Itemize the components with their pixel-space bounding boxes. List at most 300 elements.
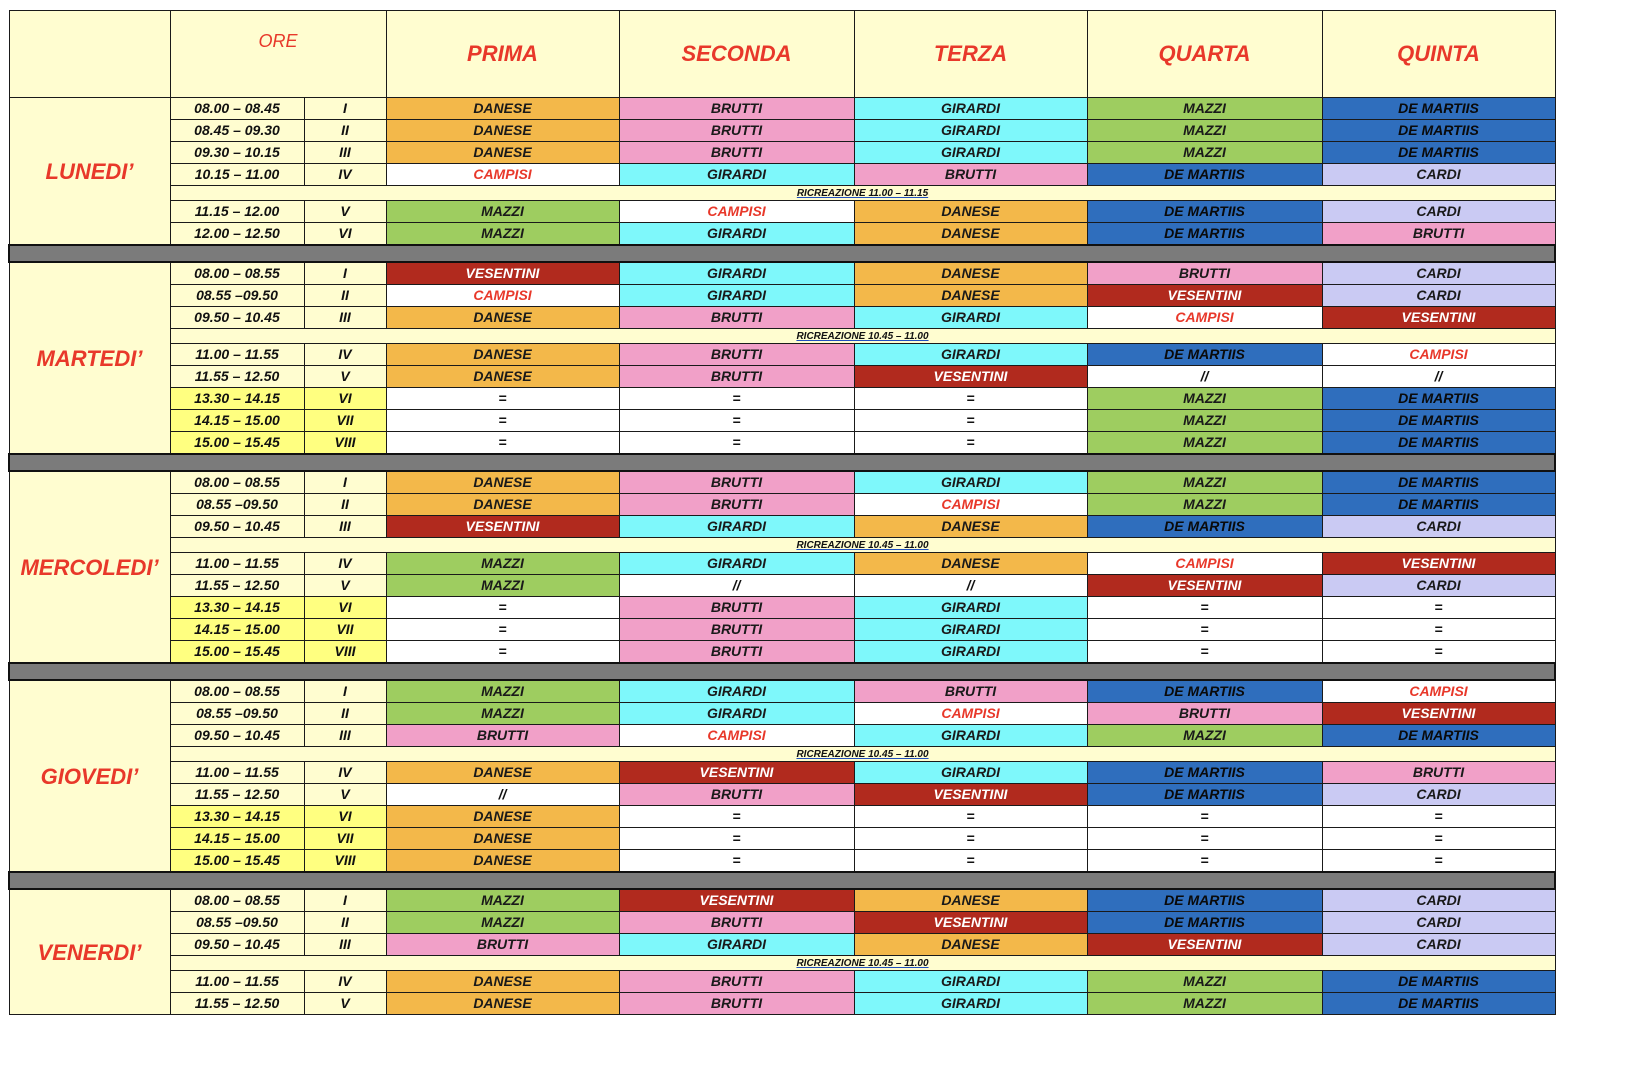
time-slot: 11.55 – 12.50: [170, 784, 304, 806]
period-number: II: [304, 285, 386, 307]
schedule-row: [9, 307, 1555, 329]
lesson-cell: =: [1322, 597, 1555, 619]
lesson-cell: DANESE: [854, 201, 1087, 223]
schedule-row: [9, 641, 1555, 664]
lesson-cell: GIRARDI: [619, 285, 854, 307]
lesson-cell: BRUTTI: [619, 993, 854, 1015]
time-slot: 11.55 – 12.50: [170, 575, 304, 597]
lesson-cell: =: [1322, 641, 1555, 664]
schedule-row: [9, 993, 1555, 1015]
lesson-cell: BRUTTI: [619, 471, 854, 494]
lesson-cell: DE MARTIIS: [1087, 516, 1322, 538]
schedule-row: [9, 575, 1555, 597]
lesson-cell: CARDI: [1322, 889, 1555, 912]
time-slot: 09.50 – 10.45: [170, 934, 304, 956]
lesson-cell: VESENTINI: [1087, 575, 1322, 597]
class-header-quinta: QUINTA: [1322, 11, 1555, 98]
day-label: MERCOLEDI’: [9, 471, 170, 663]
lesson-cell: MAZZI: [386, 201, 619, 223]
lesson-cell: GIRARDI: [854, 725, 1087, 747]
lesson-cell: =: [1322, 850, 1555, 873]
lesson-cell: DANESE: [386, 120, 619, 142]
time-slot: 13.30 – 14.15: [170, 806, 304, 828]
lesson-cell: BRUTTI: [854, 164, 1087, 186]
lesson-cell: GIRARDI: [619, 516, 854, 538]
schedule-row: [9, 516, 1555, 538]
lesson-cell: MAZZI: [1087, 120, 1322, 142]
lesson-cell: CARDI: [1322, 285, 1555, 307]
lesson-cell: BRUTTI: [619, 366, 854, 388]
lesson-cell: DANESE: [386, 993, 619, 1015]
period-number: VII: [304, 619, 386, 641]
lesson-cell: DANESE: [386, 494, 619, 516]
lesson-cell: DE MARTIIS: [1087, 223, 1322, 246]
time-slot: 08.45 – 09.30: [170, 120, 304, 142]
lesson-cell: CAMPISI: [1087, 307, 1322, 329]
lesson-cell: DE MARTIIS: [1322, 725, 1555, 747]
time-slot: 08.00 – 08.55: [170, 471, 304, 494]
recess-label: RICREAZIONE 10.45 – 11.00: [796, 539, 929, 551]
lesson-cell: BRUTTI: [386, 934, 619, 956]
lesson-cell: VESENTINI: [619, 889, 854, 912]
lesson-cell: GIRARDI: [854, 120, 1087, 142]
lesson-cell: CARDI: [1322, 575, 1555, 597]
time-slot: 11.00 – 11.55: [170, 971, 304, 993]
lesson-cell: CAMPISI: [386, 285, 619, 307]
time-slot: 08.00 – 08.55: [170, 889, 304, 912]
lesson-cell: =: [619, 410, 854, 432]
period-number: III: [304, 934, 386, 956]
lesson-cell: DANESE: [386, 806, 619, 828]
lesson-cell: DANESE: [854, 262, 1087, 285]
lesson-cell: =: [854, 828, 1087, 850]
lesson-cell: =: [1322, 828, 1555, 850]
lesson-cell: CAMPISI: [1322, 680, 1555, 703]
lesson-cell: GIRARDI: [854, 344, 1087, 366]
lesson-cell: =: [619, 850, 854, 873]
schedule-row: [9, 828, 1555, 850]
schedule-row: [9, 262, 1555, 285]
ore-header: ORE: [170, 11, 386, 98]
recess-row: [9, 956, 1555, 971]
time-slot: 09.50 – 10.45: [170, 725, 304, 747]
lesson-cell: BRUTTI: [854, 680, 1087, 703]
lesson-cell: CAMPISI: [854, 494, 1087, 516]
lesson-cell: =: [854, 410, 1087, 432]
period-number: V: [304, 993, 386, 1015]
schedule-row: [9, 725, 1555, 747]
schedule-row: [9, 703, 1555, 725]
lesson-cell: DE MARTIIS: [1087, 164, 1322, 186]
lesson-cell: VESENTINI: [386, 516, 619, 538]
time-slot: 15.00 – 15.45: [170, 432, 304, 455]
schedule-row: [9, 619, 1555, 641]
period-number: III: [304, 307, 386, 329]
recess-row: [9, 747, 1555, 762]
time-slot: 08.55 –09.50: [170, 285, 304, 307]
lesson-cell: =: [1087, 828, 1322, 850]
period-number: IV: [304, 971, 386, 993]
lesson-cell: =: [854, 850, 1087, 873]
lesson-cell: MAZZI: [1087, 98, 1322, 120]
lesson-cell: =: [619, 806, 854, 828]
lesson-cell: BRUTTI: [619, 98, 854, 120]
recess-label: RICREAZIONE 10.45 – 11.00: [796, 330, 929, 342]
schedule-row: [9, 285, 1555, 307]
lesson-cell: DE MARTIIS: [1322, 993, 1555, 1015]
recess-label: RICREAZIONE 11.00 – 11.15: [796, 187, 929, 199]
lesson-cell: MAZZI: [1087, 471, 1322, 494]
recess-label: RICREAZIONE 10.45 – 11.00: [796, 748, 929, 760]
lesson-cell: //: [854, 575, 1087, 597]
period-number: VII: [304, 410, 386, 432]
lesson-cell: BRUTTI: [386, 725, 619, 747]
lesson-cell: =: [619, 828, 854, 850]
lesson-cell: VESENTINI: [854, 784, 1087, 806]
lesson-cell: GIRARDI: [854, 971, 1087, 993]
lesson-cell: MAZZI: [1087, 993, 1322, 1015]
lesson-cell: DANESE: [386, 971, 619, 993]
lesson-cell: =: [619, 432, 854, 455]
lesson-cell: DANESE: [854, 285, 1087, 307]
lesson-cell: BRUTTI: [619, 641, 854, 664]
time-slot: 11.00 – 11.55: [170, 762, 304, 784]
weekly-schedule-table: [8, 10, 1556, 1015]
lesson-cell: DANESE: [854, 934, 1087, 956]
period-number: I: [304, 262, 386, 285]
schedule-row: [9, 223, 1555, 246]
period-number: I: [304, 471, 386, 494]
lesson-cell: MAZZI: [386, 703, 619, 725]
schedule-row: [9, 934, 1555, 956]
lesson-cell: =: [1087, 597, 1322, 619]
recess-row: [9, 186, 1555, 201]
lesson-cell: DE MARTIIS: [1322, 494, 1555, 516]
period-number: IV: [304, 164, 386, 186]
lesson-cell: MAZZI: [386, 553, 619, 575]
lesson-cell: MAZZI: [1087, 432, 1322, 455]
recess-cell: [170, 329, 1555, 344]
lesson-cell: DE MARTIIS: [1087, 889, 1322, 912]
time-slot: 14.15 – 15.00: [170, 410, 304, 432]
lesson-cell: BRUTTI: [619, 344, 854, 366]
period-number: VI: [304, 388, 386, 410]
lesson-cell: GIRARDI: [619, 934, 854, 956]
period-number: VIII: [304, 432, 386, 455]
schedule-row: [9, 142, 1555, 164]
lesson-cell: =: [386, 641, 619, 664]
lesson-cell: CARDI: [1322, 262, 1555, 285]
lesson-cell: DANESE: [386, 98, 619, 120]
lesson-cell: CARDI: [1322, 164, 1555, 186]
time-slot: 08.55 –09.50: [170, 494, 304, 516]
lesson-cell: =: [1322, 806, 1555, 828]
lesson-cell: =: [854, 432, 1087, 455]
lesson-cell: VESENTINI: [854, 366, 1087, 388]
lesson-cell: DE MARTIIS: [1322, 120, 1555, 142]
time-slot: 08.55 –09.50: [170, 912, 304, 934]
lesson-cell: =: [1322, 619, 1555, 641]
lesson-cell: CAMPISI: [386, 164, 619, 186]
recess-cell: [170, 186, 1555, 201]
lesson-cell: =: [1087, 641, 1322, 664]
lesson-cell: CAMPISI: [619, 725, 854, 747]
lesson-cell: CARDI: [1322, 934, 1555, 956]
period-number: VII: [304, 828, 386, 850]
period-number: V: [304, 575, 386, 597]
lesson-cell: GIRARDI: [619, 262, 854, 285]
class-header-terza: TERZA: [854, 11, 1087, 98]
schedule-row: [9, 912, 1555, 934]
lesson-cell: MAZZI: [386, 680, 619, 703]
lesson-cell: GIRARDI: [854, 762, 1087, 784]
schedule-row: [9, 410, 1555, 432]
lesson-cell: DE MARTIIS: [1087, 912, 1322, 934]
recess-row: [9, 329, 1555, 344]
schedule-row: [9, 432, 1555, 455]
lesson-cell: DE MARTIIS: [1322, 432, 1555, 455]
lesson-cell: BRUTTI: [619, 120, 854, 142]
lesson-cell: VESENTINI: [1087, 934, 1322, 956]
period-number: IV: [304, 762, 386, 784]
lesson-cell: DANESE: [854, 553, 1087, 575]
class-header-seconda: SECONDA: [619, 11, 854, 98]
lesson-cell: =: [1087, 619, 1322, 641]
lesson-cell: GIRARDI: [619, 164, 854, 186]
lesson-cell: VESENTINI: [1087, 285, 1322, 307]
schedule-row: [9, 98, 1555, 120]
lesson-cell: VESENTINI: [1322, 703, 1555, 725]
lesson-cell: DANESE: [386, 142, 619, 164]
day-label: VENERDI’: [9, 889, 170, 1015]
time-slot: 13.30 – 14.15: [170, 388, 304, 410]
lesson-cell: MAZZI: [386, 575, 619, 597]
lesson-cell: DE MARTIIS: [1322, 98, 1555, 120]
period-number: VI: [304, 597, 386, 619]
lesson-cell: CAMPISI: [1087, 553, 1322, 575]
lesson-cell: DE MARTIIS: [1322, 142, 1555, 164]
lesson-cell: VESENTINI: [619, 762, 854, 784]
day-label: MARTEDI’: [9, 262, 170, 454]
time-slot: 14.15 – 15.00: [170, 828, 304, 850]
day-label: LUNEDI’: [9, 98, 170, 246]
period-number: V: [304, 366, 386, 388]
lesson-cell: MAZZI: [1087, 410, 1322, 432]
lesson-cell: DANESE: [854, 889, 1087, 912]
period-number: VI: [304, 806, 386, 828]
lesson-cell: BRUTTI: [619, 142, 854, 164]
time-slot: 08.00 – 08.55: [170, 680, 304, 703]
period-number: II: [304, 703, 386, 725]
time-slot: 10.15 – 11.00: [170, 164, 304, 186]
lesson-cell: DANESE: [386, 850, 619, 873]
lesson-cell: BRUTTI: [619, 597, 854, 619]
lesson-cell: BRUTTI: [619, 912, 854, 934]
lesson-cell: DE MARTIIS: [1322, 388, 1555, 410]
lesson-cell: MAZZI: [1087, 971, 1322, 993]
separator-bar: [9, 454, 1555, 471]
lesson-cell: BRUTTI: [619, 784, 854, 806]
period-number: V: [304, 784, 386, 806]
lesson-cell: DE MARTIIS: [1087, 344, 1322, 366]
day-separator: [9, 872, 1555, 889]
lesson-cell: BRUTTI: [1322, 762, 1555, 784]
period-number: III: [304, 142, 386, 164]
time-slot: 11.55 – 12.50: [170, 993, 304, 1015]
lesson-cell: GIRARDI: [619, 223, 854, 246]
lesson-cell: =: [386, 597, 619, 619]
schedule-row: [9, 388, 1555, 410]
lesson-cell: DANESE: [854, 516, 1087, 538]
recess-cell: [170, 747, 1555, 762]
lesson-cell: DE MARTIIS: [1087, 201, 1322, 223]
lesson-cell: GIRARDI: [619, 680, 854, 703]
lesson-cell: BRUTTI: [1087, 262, 1322, 285]
lesson-cell: DANESE: [386, 307, 619, 329]
lesson-cell: =: [854, 388, 1087, 410]
lesson-cell: GIRARDI: [854, 597, 1087, 619]
day-separator: [9, 454, 1555, 471]
lesson-cell: CAMPISI: [619, 201, 854, 223]
schedule-row: [9, 597, 1555, 619]
schedule-row: [9, 889, 1555, 912]
schedule-row: [9, 366, 1555, 388]
recess-cell: [170, 538, 1555, 553]
period-number: VIII: [304, 850, 386, 873]
day-label: GIOVEDI’: [9, 680, 170, 872]
lesson-cell: CARDI: [1322, 201, 1555, 223]
time-slot: 11.00 – 11.55: [170, 344, 304, 366]
corner-cell: [9, 11, 170, 98]
lesson-cell: CAMPISI: [854, 703, 1087, 725]
class-header-quarta: QUARTA: [1087, 11, 1322, 98]
day-separator: [9, 663, 1555, 680]
recess-row: [9, 538, 1555, 553]
period-number: II: [304, 120, 386, 142]
lesson-cell: //: [619, 575, 854, 597]
time-slot: 12.00 – 12.50: [170, 223, 304, 246]
period-number: III: [304, 516, 386, 538]
lesson-cell: DANESE: [386, 471, 619, 494]
time-slot: 13.30 – 14.15: [170, 597, 304, 619]
header-row: [9, 11, 1555, 98]
lesson-cell: CAMPISI: [1322, 344, 1555, 366]
schedule-row: [9, 784, 1555, 806]
schedule-row: [9, 471, 1555, 494]
period-number: VI: [304, 223, 386, 246]
recess-label: RICREAZIONE 10.45 – 11.00: [796, 957, 929, 969]
lesson-cell: DANESE: [386, 828, 619, 850]
schedule-row: [9, 553, 1555, 575]
time-slot: 09.50 – 10.45: [170, 516, 304, 538]
lesson-cell: DE MARTIIS: [1322, 971, 1555, 993]
period-number: I: [304, 889, 386, 912]
time-slot: 15.00 – 15.45: [170, 850, 304, 873]
lesson-cell: =: [386, 432, 619, 455]
lesson-cell: //: [1087, 366, 1322, 388]
schedule-row: [9, 120, 1555, 142]
time-slot: 09.50 – 10.45: [170, 307, 304, 329]
lesson-cell: VESENTINI: [386, 262, 619, 285]
lesson-cell: =: [386, 619, 619, 641]
lesson-cell: CARDI: [1322, 516, 1555, 538]
lesson-cell: MAZZI: [1087, 494, 1322, 516]
lesson-cell: BRUTTI: [619, 307, 854, 329]
period-number: V: [304, 201, 386, 223]
lesson-cell: BRUTTI: [1087, 703, 1322, 725]
period-number: II: [304, 912, 386, 934]
lesson-cell: GIRARDI: [854, 98, 1087, 120]
lesson-cell: GIRARDI: [854, 471, 1087, 494]
schedule-row: [9, 164, 1555, 186]
schedule-row: [9, 494, 1555, 516]
period-number: VIII: [304, 641, 386, 664]
lesson-cell: DANESE: [854, 223, 1087, 246]
lesson-cell: VESENTINI: [1322, 553, 1555, 575]
lesson-cell: =: [386, 410, 619, 432]
time-slot: 11.55 – 12.50: [170, 366, 304, 388]
recess-cell: [170, 956, 1555, 971]
lesson-cell: GIRARDI: [854, 993, 1087, 1015]
lesson-cell: GIRARDI: [854, 142, 1087, 164]
lesson-cell: VESENTINI: [1322, 307, 1555, 329]
period-number: III: [304, 725, 386, 747]
lesson-cell: DE MARTIIS: [1087, 762, 1322, 784]
day-separator: [9, 245, 1555, 262]
lesson-cell: DANESE: [386, 344, 619, 366]
lesson-cell: DANESE: [386, 762, 619, 784]
lesson-cell: GIRARDI: [619, 553, 854, 575]
lesson-cell: BRUTTI: [619, 971, 854, 993]
lesson-cell: =: [1087, 850, 1322, 873]
schedule-row: [9, 344, 1555, 366]
time-slot: 08.00 – 08.45: [170, 98, 304, 120]
lesson-cell: DE MARTIIS: [1322, 471, 1555, 494]
lesson-cell: =: [854, 806, 1087, 828]
lesson-cell: DE MARTIIS: [1322, 410, 1555, 432]
lesson-cell: MAZZI: [1087, 388, 1322, 410]
schedule-row: [9, 806, 1555, 828]
period-number: IV: [304, 344, 386, 366]
separator-bar: [9, 245, 1555, 262]
lesson-cell: MAZZI: [386, 889, 619, 912]
lesson-cell: //: [1322, 366, 1555, 388]
lesson-cell: =: [1087, 806, 1322, 828]
lesson-cell: BRUTTI: [1322, 223, 1555, 246]
lesson-cell: MAZZI: [1087, 725, 1322, 747]
schedule-row: [9, 850, 1555, 873]
lesson-cell: MAZZI: [386, 912, 619, 934]
lesson-cell: BRUTTI: [619, 494, 854, 516]
lesson-cell: //: [386, 784, 619, 806]
time-slot: 11.00 – 11.55: [170, 553, 304, 575]
lesson-cell: GIRARDI: [854, 619, 1087, 641]
period-number: II: [304, 494, 386, 516]
lesson-cell: GIRARDI: [854, 307, 1087, 329]
lesson-cell: VESENTINI: [854, 912, 1087, 934]
schedule-row: [9, 680, 1555, 703]
lesson-cell: CARDI: [1322, 784, 1555, 806]
lesson-cell: DE MARTIIS: [1087, 680, 1322, 703]
period-number: I: [304, 680, 386, 703]
lesson-cell: GIRARDI: [619, 703, 854, 725]
period-number: IV: [304, 553, 386, 575]
period-number: I: [304, 98, 386, 120]
lesson-cell: BRUTTI: [619, 619, 854, 641]
lesson-cell: CARDI: [1322, 912, 1555, 934]
lesson-cell: DE MARTIIS: [1087, 784, 1322, 806]
time-slot: 14.15 – 15.00: [170, 619, 304, 641]
